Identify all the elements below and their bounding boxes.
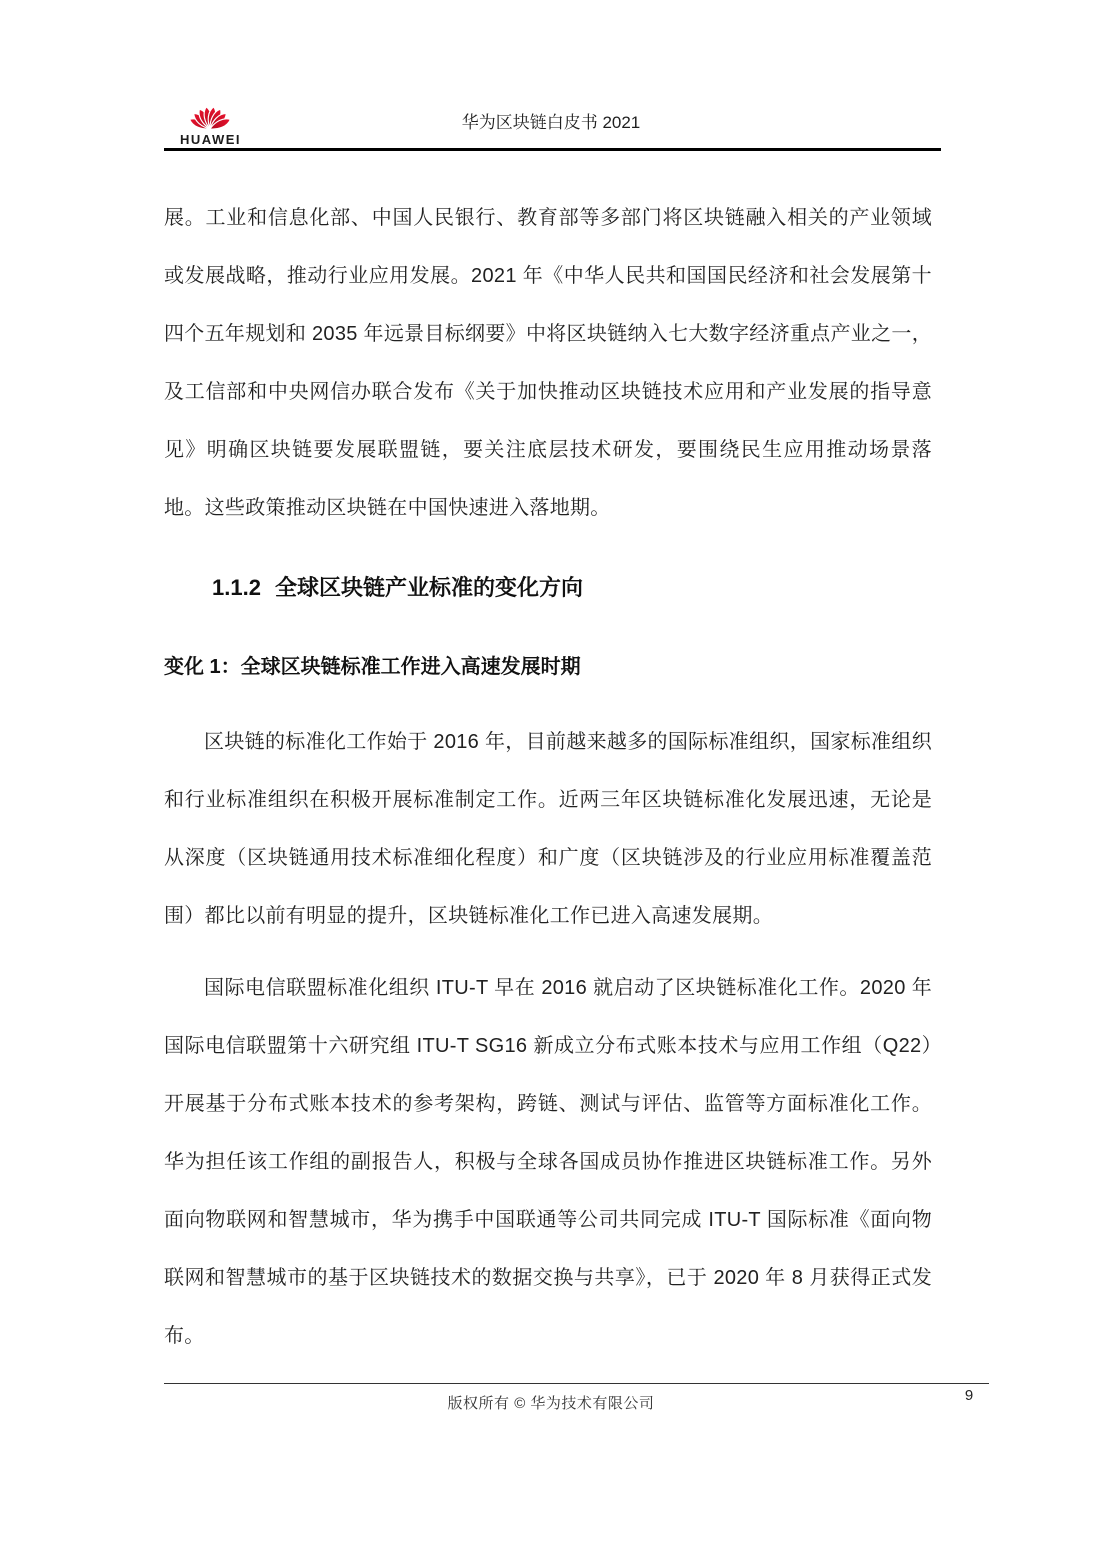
body-paragraph-3: 国际电信联盟标准化组织 ITU-T 早在 2016 就启动了区块链标准化工作。2020 年国际电信联盟第十六研究组 ITU-T SG16 新成立分布式账本技术与应用工作组（Q22）开展基于分布式账本技术的参考架构，跨链、测试与评估、监管等方面标准化工作。华为担任该工作组的副报告人，积极与全球各国成员协作推进区块链标准工作。另外面向物联网和智慧城市，华为携手中国联通等公司共同完成 ITU-T 国际标准《面向物联网和智慧城市的基于区块链技术的数据交换与共享》，已于 2020 年 8 月获得正式发布。 (164, 977, 932, 1347)
header-rule (164, 148, 941, 151)
page-number: 9 (964, 1387, 974, 1404)
subsection-heading: 变化 1：全球区块链标准工作进入高速发展时期 (164, 656, 581, 678)
section-number: 1.1.2 (212, 575, 261, 600)
body-paragraph-2: 区块链的标准化工作始于 2016 年，目前越来越多的国际标准组织，国家标准组织和行业标准组织在积极开展标准制定工作。近两三年区块链标准化发展迅速，无论是从深度（区块链通用技术标准细化程度）和广度（区块链涉及的行业应用标准覆盖范围）都比以前有明显的提升，区块链标准化工作已进入高速发展期。 (164, 731, 932, 927)
huawei-logo-text: HUAWEI (180, 132, 241, 147)
footer-copyright: 版权所有 © 华为技术有限公司 (447, 1395, 655, 1412)
body-paragraph-1: 展。工业和信息化部、中国人民银行、教育部等多部门将区块链融入相关的产业领域或发展战略，推动行业应用发展。2021 年《中华人民共和国国民经济和社会发展第十四个五年规划和 2035 年远景目标纲要》中将区块链纳入七大数字经济重点产业之一，及工信部和中央网信办联合发布《关于加快推动区块链技术应用和产业发展的指导意见》明确区块链要发展联盟链，要关注底层技术研发，要围绕民生应用推动场景落地。这些政策推动区块链在中国快速进入落地期。 (164, 207, 932, 519)
section-title: 全球区块链产业标准的变化方向 (274, 575, 583, 600)
section-heading (212, 576, 583, 600)
footer-rule (164, 1383, 989, 1384)
page-header-title: 华为区块链白皮书 2021 (461, 113, 641, 132)
